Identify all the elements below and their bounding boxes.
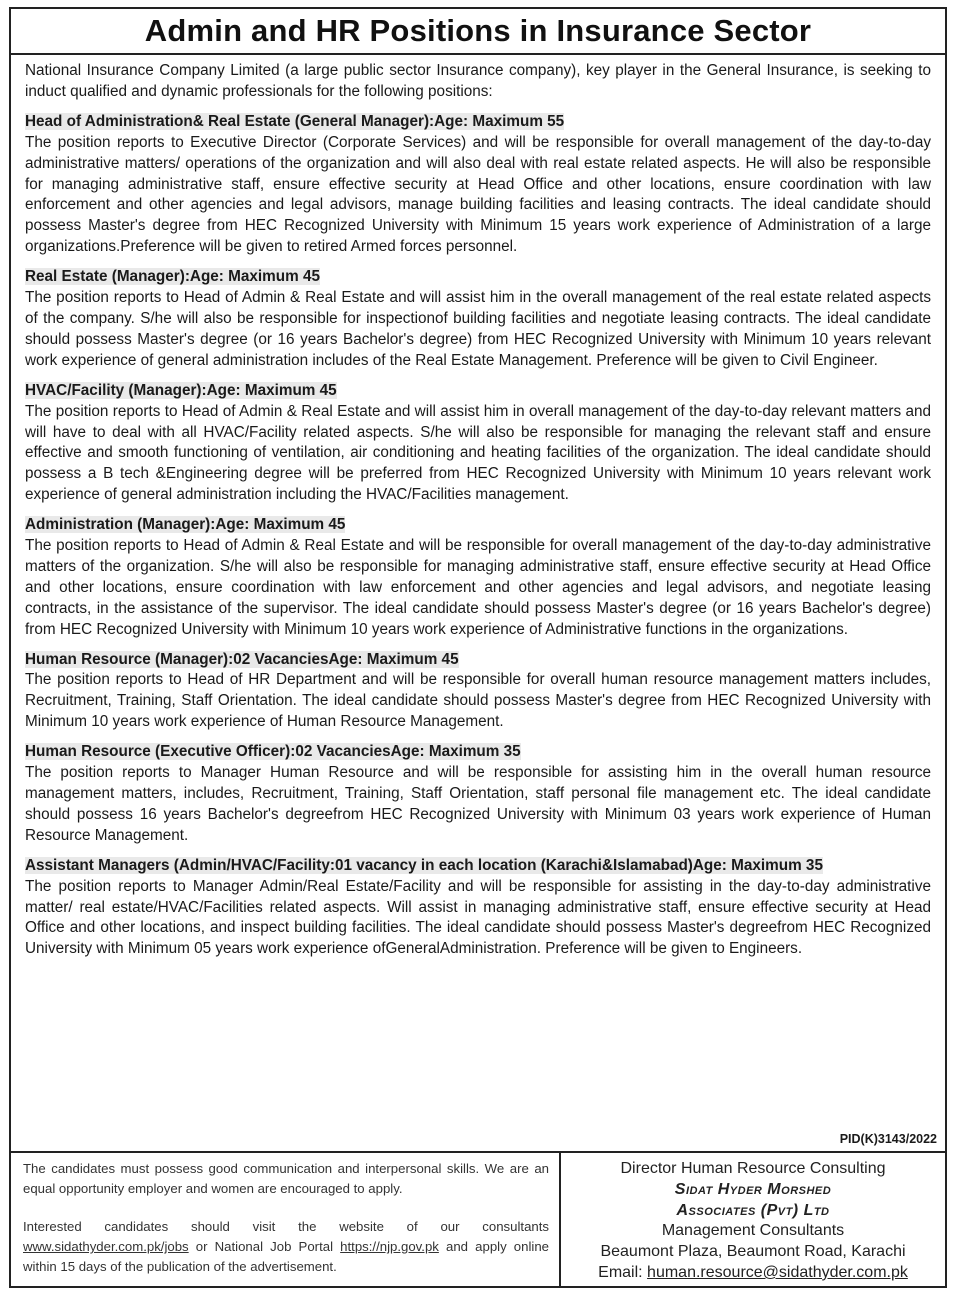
position-section [25, 650, 931, 734]
njp-portal-link[interactable]: https://njp.gov.pk [340, 1239, 439, 1254]
page-title: Admin and HR Positions in Insurance Sector [11, 9, 945, 55]
position-section [25, 856, 931, 961]
email-link[interactable]: human.resource@sidathyder.com.pk [647, 1263, 908, 1281]
position-title: HVAC/Facility (Manager):Age: Maximum 45 [25, 381, 337, 399]
position-title: Assistant Managers (Admin/HVAC/Facility:01 vacancy in each location (Karachi&Islamabad)Age: Maximum 35 [25, 856, 823, 874]
position-section [25, 742, 931, 847]
position-title: Real Estate (Manager):Age: Maximum 45 [25, 268, 320, 286]
position-description: The position reports to Head of HR Department and will be responsible for overall human resource management matters includes, Recruitment, Training, Staff Orientation. The ideal candidate should possess Master's degree from HEC Recognized University with Minimum 10 years work experience of Human Resource Management. [25, 671, 931, 731]
advertisement-page [9, 7, 947, 1288]
contact-block [561, 1153, 945, 1286]
apply-instructions: Interested candidates should visit the website of our consultants www.sidathyder.com.pk/jobs or National Job Portal https://njp.gov.pk and apply online within 15 days of the publication of the advertisement. [23, 1219, 549, 1274]
position-title: Administration (Manager):Age: Maximum 45 [25, 516, 346, 534]
position-title: Human Resource (Manager):02 VacanciesAge: Maximum 45 [25, 650, 459, 668]
position-description: The position reports to Head of Admin & Real Estate and will assist him in overall management of the day-to-day relevant matters and will have to deal with all HVAC/Facility related aspects. S/he will also be responsible for managing the relevant staff and ensure effective and smooth functioning of ventilation, air conditioning and heating facilities of the organization. The ideal candidate should possess a B tech &Engineering degree will be preferred from HEC Recognized University with Minimum 10 years relevant work experience of general administration including the HVAC/Facilities management. [25, 402, 931, 504]
intro-paragraph: National Insurance Company Limited (a large public sector Insurance company), key player in the General Insurance, is seeking to induct qualified and dynamic professionals for the following positions: [25, 62, 931, 100]
eligibility-note: The candidates must possess good communication and interpersonal skills. We are an equal opportunity employer and women are encouraged to apply. [23, 1161, 549, 1196]
position-title: Human Resource (Executive Officer):02 VacanciesAge: Maximum 35 [25, 743, 521, 761]
publication-id: PID(K)3143/2022 [839, 1132, 937, 1146]
position-description: The position reports to Manager Human Resource and will be responsible for assisting him in the overall human resource management matters, includes, Recruitment, Training, Staff Orientation, staff personal file management etc. The ideal candidate should possess 16 years Bachelor's degreefrom HEC Recognized University with Minimum 03 years work experience of Human Resource Management. [25, 764, 931, 844]
position-section [25, 112, 931, 258]
position-description: The position reports to Manager Admin/Real Estate/Facility and will be responsible for assisting in the day-to-day administrative matter/ real estate/HVAC/Facilities related aspects. Will assist in managing administrative staff, ensure effective security at Head Office and other locations, and inspect building facilities. The ideal candidate should possess Master's degreefrom HEC Recognized University with Minimum 05 years work experience ofGeneralAdministration. Preference will be given to Engineers. [25, 877, 931, 958]
email-line [567, 1263, 939, 1284]
position-description: The position reports to Head of Admin & Real Estate and will assist him in the overall management of the real estate related aspects of the company. S/he will also be responsible for inspectionof building facilities and negotiate leasing contracts. The ideal candidate should possess Master's degree (or 16 years Bachelor's degree) from HEC Recognized University with Minimum 10 years relevant work experience of general administration includes of the Real Estate Management. Preference will be given to Civil Engineer. [25, 289, 931, 369]
contact-title: Director Human Resource Consulting [620, 1160, 886, 1177]
position-description: The position reports to Executive Director (Corporate Services) and will be responsible for overall management of the day-to-day administrative matters/ operations of the organization and will also deal with real estate related aspects. He will also be responsible for managing administrative staff, ensure effective security at Head Office and other locations, ensure coordination with law enforcement and other agencies and legal advisors, manage building facilities and leasing contracts. The ideal candidate should possess Master's degree from HEC Recognized University with Minimum 15 years work experience of Administration of a large organizations.Preference will be given to retired Armed forces personnel. [25, 133, 931, 256]
position-title: Head of Administration& Real Estate (General Manager):Age: Maximum 55 [25, 112, 565, 130]
firm-descriptor: Management Consultants [661, 1222, 845, 1240]
position-section [25, 515, 931, 640]
position-section [25, 381, 931, 506]
consultant-jobs-link[interactable]: www.sidathyder.com.pk/jobs [23, 1239, 189, 1254]
firm-address: Beaumont Plaza, Beaumont Road, Karachi [600, 1243, 906, 1261]
footer [11, 1151, 945, 1286]
ad-body [11, 55, 945, 960]
position-description: The position reports to Head of Admin & Real Estate and will be responsible for overall management of the day-to-day administrative matters of the organization. S/he will also be responsible for managing administrative staff, ensure effective security at Head Office and other locations, ensure coordination with law enforcement and other agencies and legal advisors, and negotiate leasing contracts, in the assistance of the supervisor. The ideal candidate should possess Master's degree (or 16 years Bachelor's degree) from HEC Recognized University with Minimum 10 years work experience of Administrative functions in the organizations. [25, 537, 931, 638]
firm-name-line1: Sidat Hyder Morshed [674, 1180, 832, 1198]
footer-instructions [11, 1153, 561, 1286]
email-label: Email: [598, 1263, 643, 1281]
position-section [25, 267, 931, 372]
firm-name-line2: Associates (Pvt) Ltd [676, 1201, 830, 1219]
